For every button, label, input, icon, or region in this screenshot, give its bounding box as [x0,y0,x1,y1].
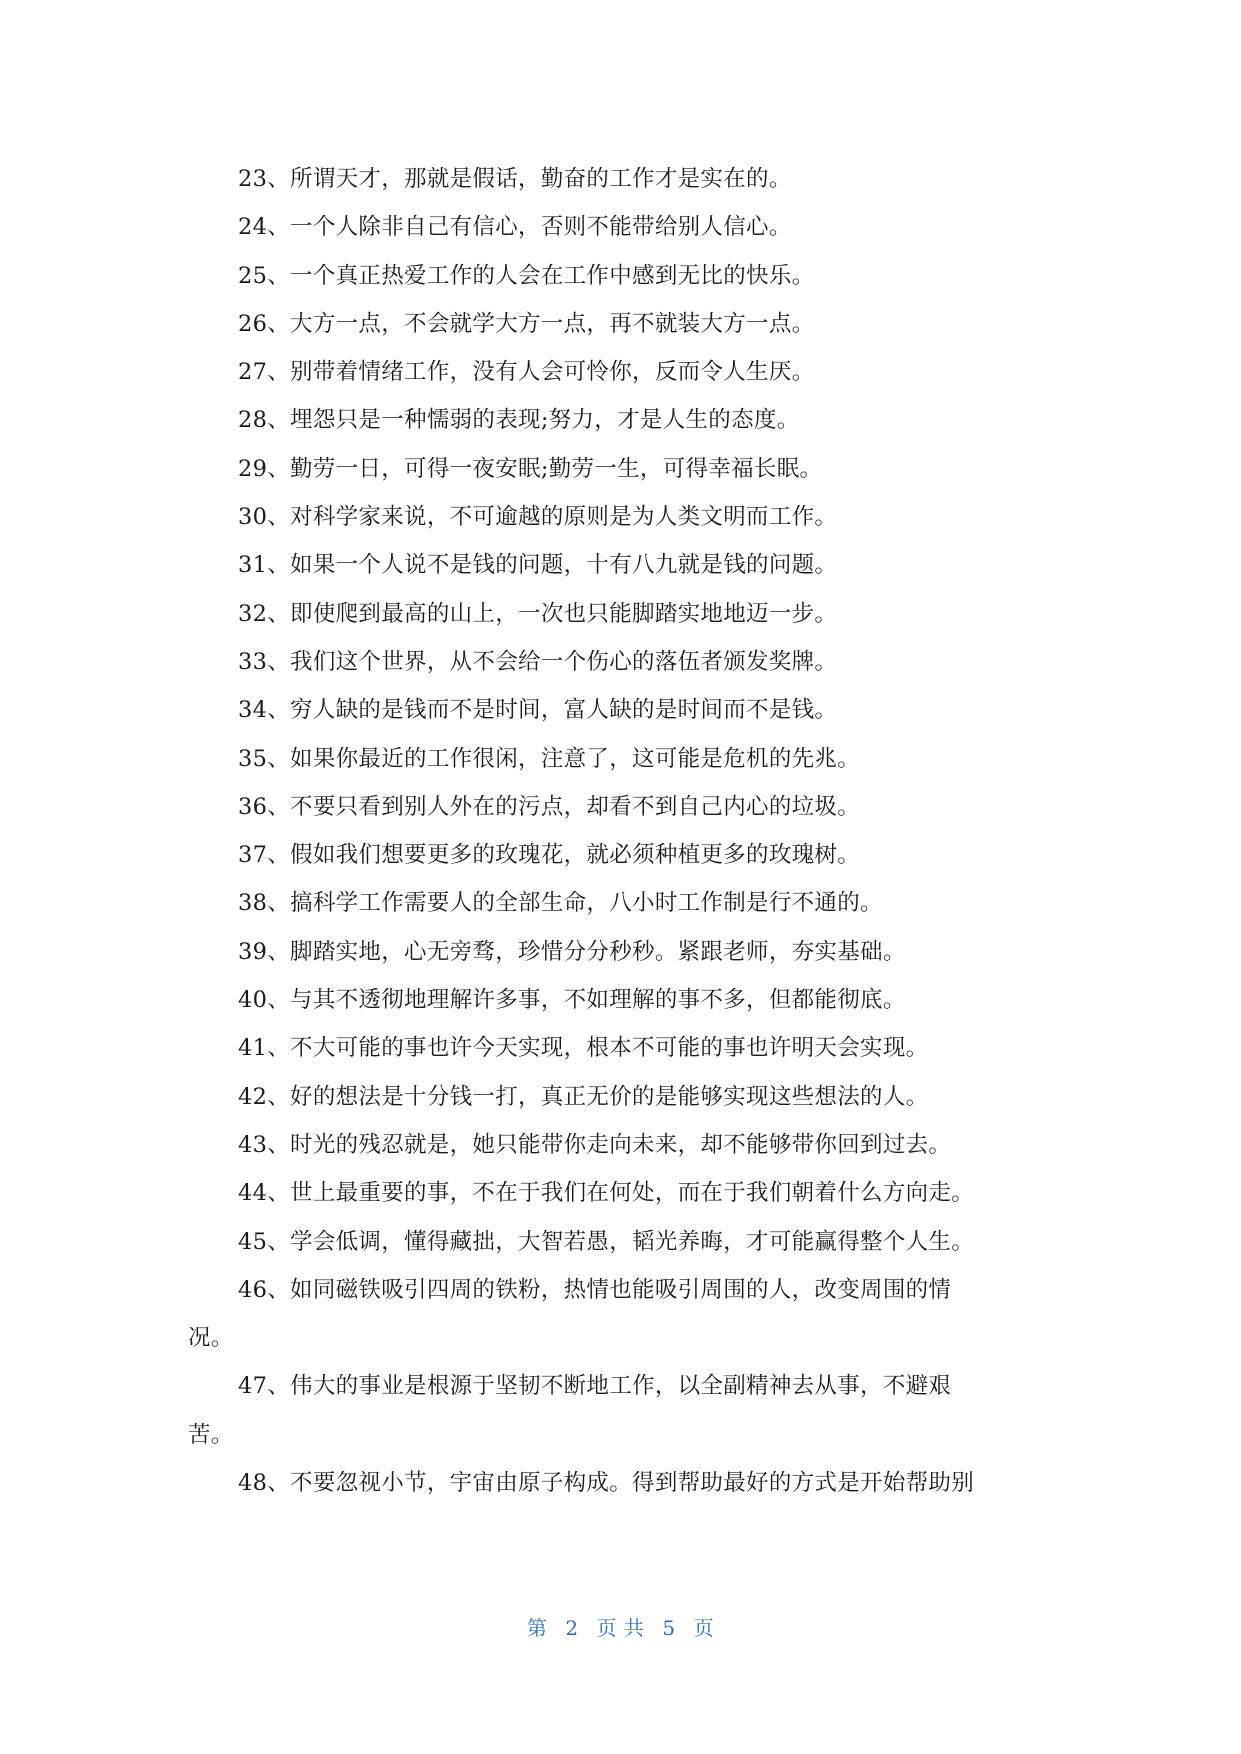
quote-line: 47、伟大的事业是根源于坚韧不断地工作，以全副精神去从事，不避艰 [238,1373,952,1400]
quote-line: 26、大方一点，不会就学大方一点，再不就装大方一点。 [238,310,815,337]
quote-line: 33、我们这个世界，从不会给一个伤心的落伍者颁发奖牌。 [238,648,838,675]
quote-line: 44、世上最重要的事，不在于我们在何处，而在于我们朝着什么方向走。 [238,1180,975,1207]
page-footer [0,1612,1241,1641]
quote-line: 41、不大可能的事也许今天实现，根本不可能的事也许明天会实现。 [238,1035,929,1062]
footer-middle: 页 共 [596,1616,645,1640]
paragraph-continuation: 苦。 [188,1421,234,1448]
quote-line: 35、如果你最近的工作很闲，注意了，这可能是危机的先兆。 [238,745,861,772]
quote-line: 40、与其不透彻地理解许多事，不如理解的事不多，但都能彻底。 [238,987,906,1014]
footer-prefix: 第 [526,1616,548,1640]
quote-line: 46、如同磁铁吸引四周的铁粉，热情也能吸引周围的人，改变周围的情 [238,1276,952,1303]
quote-line: 27、别带着情绪工作，没有人会可怜你，反而令人生厌。 [238,359,815,386]
quote-line: 23、所谓天才，那就是假话，勤奋的工作才是实在的。 [238,166,792,192]
quote-line: 25、一个真正热爱工作的人会在工作中感到无比的快乐。 [238,262,815,289]
footer-total-pages: 5 [662,1616,676,1640]
quote-line: 31、如果一个人说不是钱的问题，十有八九就是钱的问题。 [238,552,838,579]
quote-line: 29、勤劳一日，可得一夜安眠;勤劳一生，可得幸福长眠。 [238,455,823,482]
quote-line: 43、时光的残忍就是，她只能带你走向未来，却不能够带你回到过去。 [238,1131,952,1158]
document-body [188,155,1048,1507]
footer-current-page: 2 [565,1616,579,1640]
footer-suffix: 页 [693,1616,715,1640]
quote-line: 24、一个人除非自己有信心，否则不能带给别人信心。 [238,214,792,241]
quote-line: 39、脚踏实地，心无旁骛，珍惜分分秒秒。紧跟老师，夯实基础。 [238,938,906,965]
quote-line: 45、学会低调，懂得藏拙，大智若愚，韬光养晦，才可能赢得整个人生。 [238,1228,975,1255]
quote-line: 30、对科学家来说，不可逾越的原则是为人类文明而工作。 [238,504,838,531]
quote-line: 48、不要忽视小节，宇宙由原子构成。得到帮助最好的方式是开始帮助别 [238,1470,975,1497]
quote-line: 36、不要只看到别人外在的污点，却看不到自己内心的垃圾。 [238,793,861,820]
paragraph-continuation: 况。 [188,1325,234,1352]
quote-line: 37、假如我们想要更多的玫瑰花，就必须种植更多的玫瑰树。 [238,842,861,869]
quote-line: 32、即使爬到最高的山上，一次也只能脚踏实地地迈一步。 [238,600,838,627]
quote-line: 34、穷人缺的是钱而不是时间，富人缺的是时间而不是钱。 [238,697,838,724]
quote-line: 42、好的想法是十分钱一打，真正无价的是能够实现这些想法的人。 [238,1083,929,1110]
quote-line: 28、埋怨只是一种懦弱的表现;努力，才是人生的态度。 [238,407,800,434]
quote-line: 38、搞科学工作需要人的全部生命，八小时工作制是行不通的。 [238,890,883,917]
